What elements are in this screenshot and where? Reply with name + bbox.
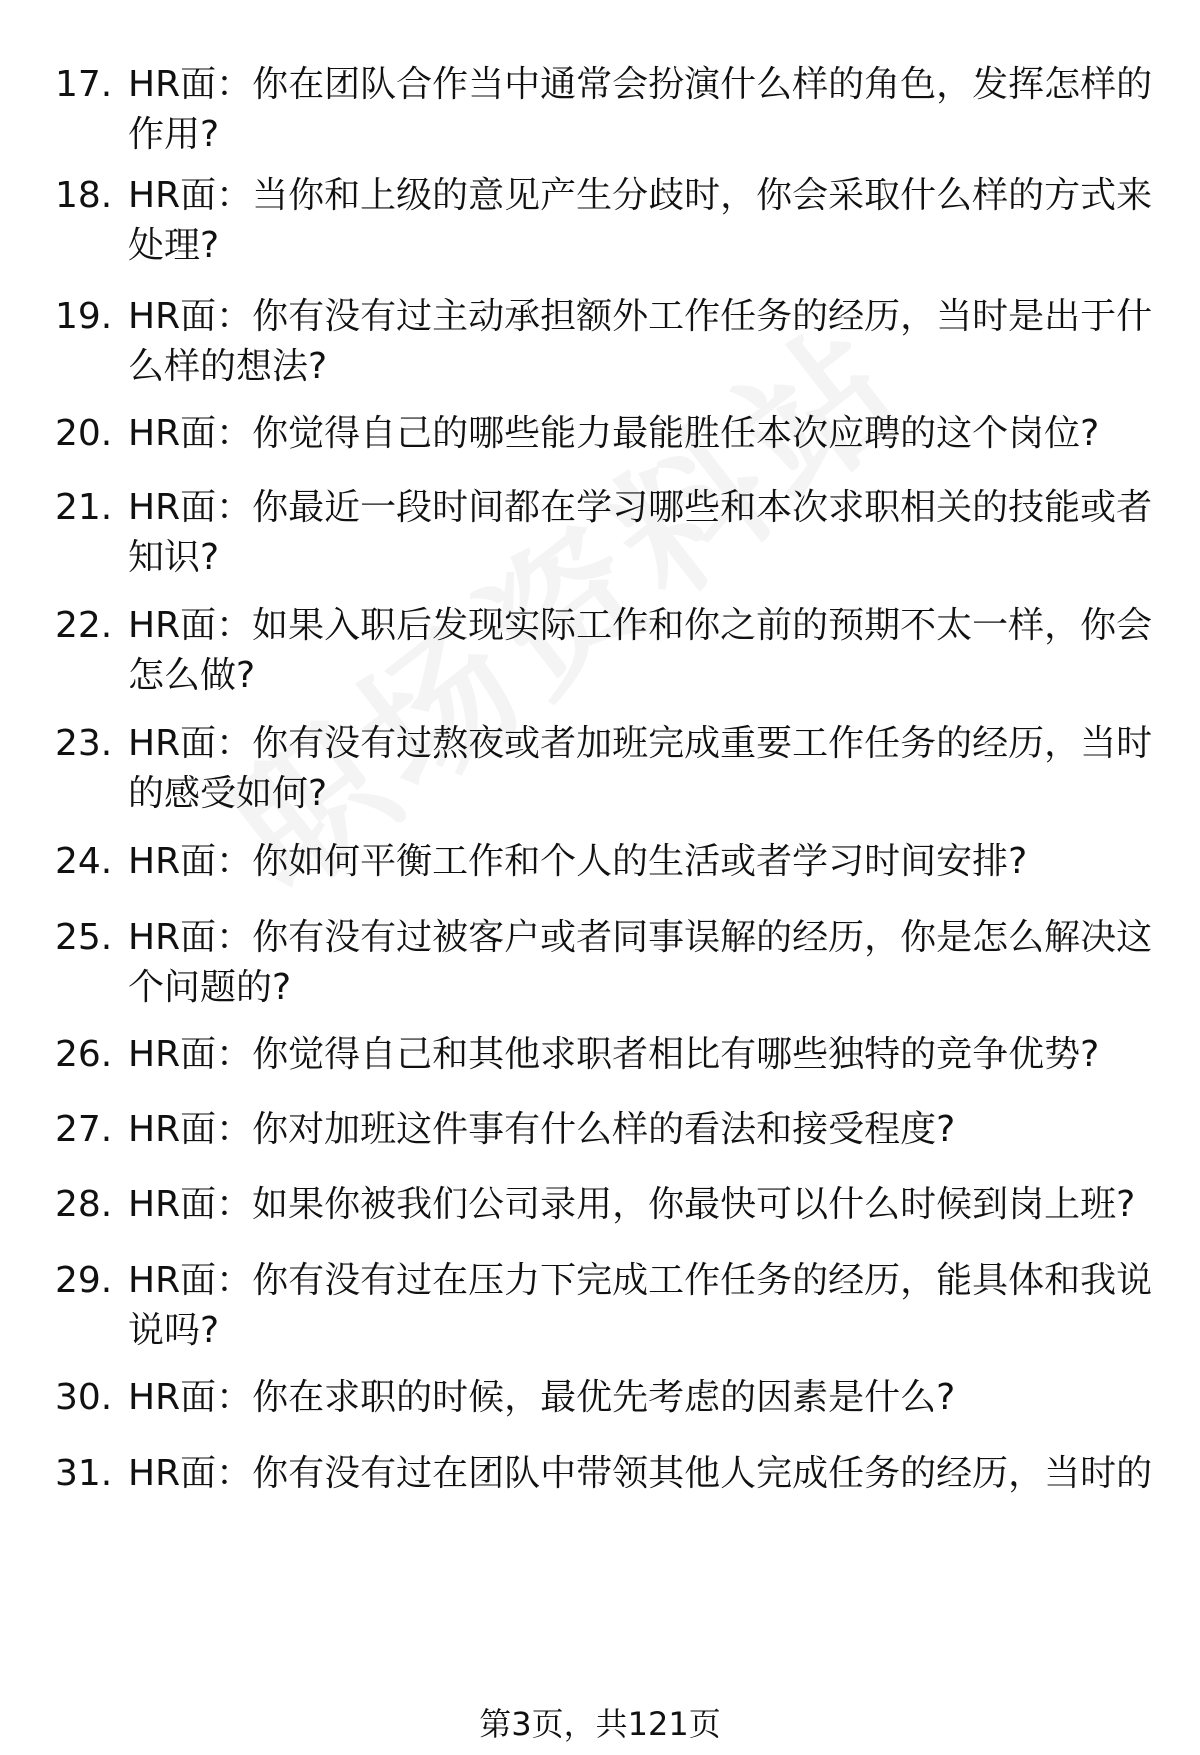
item-number: 28. [55, 1184, 113, 1225]
item-text: HR面：你有没有过熬夜或者加班完成重要工作任务的经历，当时的感受如何? [128, 723, 1153, 814]
item-number: 26. [55, 1034, 113, 1075]
item-number: 19. [55, 296, 113, 337]
item-number: 29. [55, 1260, 113, 1301]
item-text: HR面：你最近一段时间都在学习哪些和本次求职相关的技能或者知识? [128, 487, 1153, 578]
item-text: HR面：你如何平衡工作和个人的生活或者学习时间安排? [128, 841, 1028, 882]
item-text: HR面：你有没有过在压力下完成工作任务的经历，能具体和我说说吗? [128, 1260, 1153, 1351]
item-text: HR面：你在求职的时候，最优先考虑的因素是什么? [128, 1377, 956, 1418]
item-number: 31. [55, 1453, 113, 1494]
page-number-footer: 第3页，共121页 [479, 1705, 721, 1743]
item-text: HR面：你觉得自己和其他求职者相比有哪些独特的竞争优势? [128, 1034, 1100, 1075]
item-number: 23. [55, 723, 113, 764]
item-number: 24. [55, 841, 113, 882]
item-number: 30. [55, 1377, 113, 1418]
item-text: HR面：你觉得自己的哪些能力最能胜任本次应聘的这个岗位? [128, 413, 1100, 454]
item-number: 21. [55, 487, 113, 528]
item-text: HR面：你有没有过主动承担额外工作任务的经历，当时是出于什么样的想法? [128, 296, 1153, 387]
item-text: HR面：如果你被我们公司录用，你最快可以什么时候到岗上班? [128, 1184, 1136, 1225]
item-text: HR面：你对加班这件事有什么样的看法和接受程度? [128, 1109, 956, 1150]
item-text: HR面：当你和上级的意见产生分歧时，你会采取什么样的方式来处理? [128, 175, 1153, 266]
item-number: 17. [55, 64, 113, 105]
item-number: 20. [55, 413, 113, 454]
item-number: 25. [55, 917, 113, 958]
item-number: 27. [55, 1109, 113, 1150]
item-text: HR面：如果入职后发现实际工作和你之前的预期不太一样，你会怎么做? [128, 605, 1153, 696]
item-number: 22. [55, 605, 113, 646]
item-text: HR面：你在团队合作当中通常会扮演什么样的角色，发挥怎样的作用? [128, 64, 1153, 155]
item-text: HR面：你有没有过在团队中带领其他人完成任务的经历，当时的 [128, 1453, 1153, 1494]
item-text: HR面：你有没有过被客户或者同事误解的经历，你是怎么解决这个问题的? [128, 917, 1153, 1008]
item-number: 18. [55, 175, 113, 216]
